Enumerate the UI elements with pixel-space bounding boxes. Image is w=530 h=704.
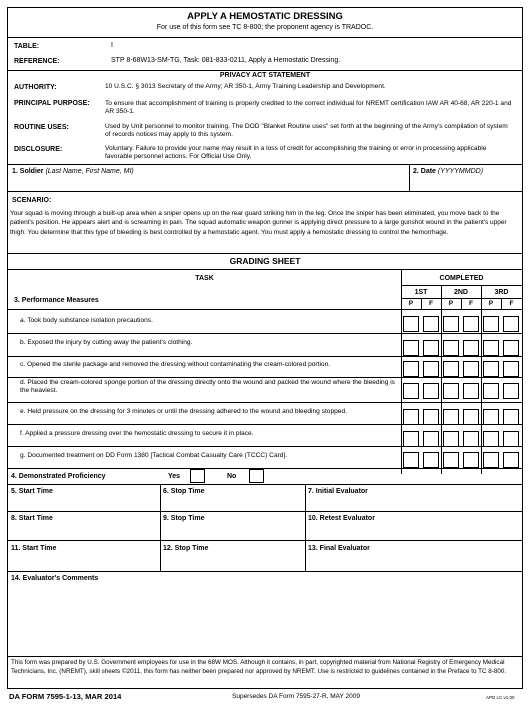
step-e-fail-checkbox[interactable] [503, 409, 519, 425]
step-g-fail-checkbox[interactable] [423, 452, 439, 468]
task-header: TASK [195, 275, 214, 282]
start-time-label: 5. Start Time [11, 488, 53, 495]
divider [8, 484, 522, 485]
step-d-pass-checkbox[interactable] [483, 383, 499, 399]
disclosure-label: DISCLOSURE: [14, 146, 63, 153]
date-label-group [413, 167, 483, 176]
final-stop-time-label: 12. Stop Time [163, 545, 209, 552]
step-g-pass-checkbox[interactable] [403, 452, 419, 468]
routine-label: ROUTINE USES: [14, 124, 69, 131]
purpose-text: To ensure that accomplishment of training is properly credited to the correct individual for NREMT certification IAW AR 40-68, AR 220-1 and AR 350-1. [105, 100, 512, 116]
reference-value: STP 8-68W13-SM-TG, Task: 081-833-0211, Apply a Hemostatic Dressing. [111, 57, 341, 64]
stop-time-label: 6. Stop Time [163, 488, 205, 495]
step-d: d. Placed the cream-colored sponge portion of the dressing directly onto the wound and packed the wound where the bleeding is the heaviest. [20, 379, 395, 395]
step-g-fail-checkbox[interactable] [503, 452, 519, 468]
grading-title: GRADING SHEET [229, 256, 301, 266]
step-d-fail-checkbox[interactable] [503, 383, 519, 399]
divider [8, 656, 522, 657]
final-start-time-label: 11. Start Time [11, 545, 57, 552]
divider [401, 285, 522, 286]
table-value: I [111, 42, 113, 49]
step-g-fail-checkbox[interactable] [463, 452, 479, 468]
attempt-2nd: 2ND [453, 289, 468, 296]
pf-label: P [488, 300, 494, 307]
step-b-pass-checkbox[interactable] [443, 340, 459, 356]
step-c-pass-checkbox[interactable] [403, 361, 419, 377]
divider [8, 333, 522, 334]
version-tag: APD LC v1.00 [486, 695, 515, 700]
yes-label: Yes [168, 473, 181, 480]
pf-label: P [408, 300, 414, 307]
soldier-hint: (Last Name, First Name, MI) [45, 168, 134, 175]
attempt-1st: 1ST [414, 289, 428, 296]
step-e-pass-checkbox[interactable] [443, 409, 459, 425]
divider [8, 540, 522, 541]
table-label: TABLE: [14, 43, 40, 50]
step-c-pass-checkbox[interactable] [483, 361, 499, 377]
routine-text: Used by Unit personnel to monitor training. The DOD "Blanket Routine uses" set forth at the beginning of the Army's compilation of system of records notices may apply to this system. [105, 123, 508, 139]
step-a-fail-checkbox[interactable] [423, 316, 439, 332]
step-d-pass-checkbox[interactable] [443, 383, 459, 399]
step-e-pass-checkbox[interactable] [483, 409, 499, 425]
step-c-fail-checkbox[interactable] [423, 361, 439, 377]
divider [8, 571, 522, 572]
form-title: APPLY A HEMOSTATIC DRESSING [187, 11, 343, 22]
date-field[interactable] [412, 176, 520, 190]
authority-label: AUTHORITY: [14, 84, 57, 91]
step-c-pass-checkbox[interactable] [443, 361, 459, 377]
no-label: No [227, 473, 237, 480]
divider [501, 298, 502, 309]
form-frame [7, 7, 523, 689]
pf-label: F [428, 300, 434, 307]
retest-evaluator-field[interactable] [306, 525, 521, 539]
authority-text: 10 U.S.C. § 3013 Secretary of the Army; AR 350-1, Army Training Leadership and Development. [105, 83, 386, 90]
measures-label: 3. Performance Measures [14, 297, 99, 304]
step-b-fail-checkbox[interactable] [423, 340, 439, 356]
proficiency-label: 4. Demonstrated Proficiency [11, 473, 106, 480]
step-g-pass-checkbox[interactable] [443, 452, 459, 468]
divider [461, 298, 462, 309]
divider [8, 37, 522, 38]
step-d-pass-checkbox[interactable] [403, 383, 419, 399]
divider [8, 511, 522, 512]
step-a-pass-checkbox[interactable] [443, 316, 459, 332]
divider [8, 309, 522, 310]
retest-stop-time-field[interactable] [161, 525, 304, 539]
step-a-fail-checkbox[interactable] [463, 316, 479, 332]
step-b-pass-checkbox[interactable] [403, 340, 419, 356]
soldier-name-field[interactable] [10, 176, 408, 190]
step-b: b. Exposed the injury by cutting away the patient's clothing. [20, 339, 193, 346]
step-b-fail-checkbox[interactable] [463, 340, 479, 356]
scenario-label: SCENARIO: [12, 197, 52, 204]
step-f: f. Applied a pressure dressing over the hemostatic dressing to secure it in place. [20, 430, 254, 437]
step-d-fail-checkbox[interactable] [423, 383, 439, 399]
step-e-pass-checkbox[interactable] [403, 409, 419, 425]
initial-evaluator-field[interactable] [306, 498, 521, 510]
form-id: DA FORM 7595-1-13, MAR 2014 [9, 692, 122, 701]
step-a: a. Took body substance isolation precautions. [20, 317, 153, 324]
step-a-pass-checkbox[interactable] [483, 316, 499, 332]
completed-header: COMPLETED [439, 275, 484, 282]
final-evaluator-field[interactable] [306, 555, 521, 570]
final-stop-time-field[interactable] [161, 555, 304, 570]
step-f-pass-checkbox[interactable] [443, 431, 459, 447]
reference-label: REFERENCE: [14, 58, 60, 65]
step-b-pass-checkbox[interactable] [483, 340, 499, 356]
attempt-3rd: 3RD [494, 289, 509, 296]
comments-field[interactable] [9, 585, 521, 655]
divider [8, 269, 522, 270]
retest-evaluator-label: 10. Retest Evaluator [308, 515, 375, 522]
step-a-fail-checkbox[interactable] [503, 316, 519, 332]
step-e-fail-checkbox[interactable] [423, 409, 439, 425]
date-hint: (YYYYMMDD) [437, 168, 484, 175]
step-f-fail-checkbox[interactable] [503, 431, 519, 447]
pf-label: F [509, 300, 514, 307]
step-f-pass-checkbox[interactable] [403, 431, 419, 447]
form-subtitle: For use of this form see TC 8-800; the proponent agency is TRADOC. [156, 24, 374, 31]
scenario-text: Your squad is moving through a built-up area when a sniper opens up on the rear guard striking him in the leg. Once the sniper has been eliminated, you move back to the patient's position. He appears alert and is screaming in pain. The squad automatic weapon gunner is applying direct pressure to a large gunshot wound in the patient's upper thigh. You determine that this type of bleeding is best controlled by a hemostatic agent. You must apply a hemostatic dressing to control the hemorrhage. [10, 210, 507, 236]
comments-label: 14. Evaluator's Comments [11, 575, 99, 582]
step-g-pass-checkbox[interactable] [483, 452, 499, 468]
retest-stop-time-label: 9. Stop Time [163, 515, 205, 522]
proficiency-no-checkbox[interactable] [249, 469, 264, 483]
divider [8, 468, 522, 469]
disclosure-text: Voluntary. Failure to provide your name may result in a loss of credit for accomplishing the training or error in processing applicable favorable personnel actions. For Official Use Only. [105, 145, 487, 161]
step-a-pass-checkbox[interactable] [403, 316, 419, 332]
date-label: 2. Date [413, 168, 436, 175]
divider [8, 402, 522, 403]
step-d-fail-checkbox[interactable] [463, 383, 479, 399]
step-e: e. Held pressure on the dressing for 3 minutes or until the dressing adhered to the wound and bleeding stopped. [20, 408, 347, 415]
step-e-fail-checkbox[interactable] [463, 409, 479, 425]
retest-start-time-field[interactable] [9, 525, 159, 539]
step-g: g. Documented treatment on DD Form 1380 [Tactical Combat Casualty Care (TCCC) Card]. [20, 452, 288, 459]
divider [421, 298, 422, 309]
stop-time-field[interactable] [161, 498, 304, 510]
footer-note: This form was prepared by U.S. Government employees for use in the 68W MOS. Although it contains, in part, copyrighted material from National Registry of Emergency Medical Technicians, Inc. (NREMT), skill sheets ©2011, this form has neither been prepared nor approved by NREMT. Use is restricted to guidelines contained in the Preface to TC 8-800. [11, 659, 507, 675]
divider [409, 164, 410, 191]
divider [8, 377, 522, 378]
soldier-label: 1. Soldier [12, 168, 44, 175]
step-b-fail-checkbox[interactable] [503, 340, 519, 356]
purpose-label: PRINCIPAL PURPOSE: [14, 100, 90, 107]
pf-label: P [448, 300, 454, 307]
step-f-fail-checkbox[interactable] [463, 431, 479, 447]
divider [8, 164, 522, 165]
initial-evaluator-label: 7. Initial Evaluator [308, 488, 368, 495]
step-c: c. Opened the sterile package and removed the dressing without contaminating the cream-colored portion. [20, 361, 331, 368]
step-f-fail-checkbox[interactable] [423, 431, 439, 447]
proficiency-yes-checkbox[interactable] [190, 469, 205, 483]
soldier-label-group [12, 167, 134, 176]
privacy-title: PRIVACY ACT STATEMENT [219, 72, 311, 79]
divider [8, 191, 522, 192]
supersedes-note: Supersedes DA Form 7595-27-R, MAY 2009 [232, 693, 361, 700]
start-time-field[interactable] [9, 498, 159, 510]
final-evaluator-label: 13. Final Evaluator [308, 545, 370, 552]
divider [8, 356, 522, 357]
final-start-time-field[interactable] [9, 555, 159, 570]
pf-label: F [468, 300, 474, 307]
divider [8, 253, 522, 254]
step-c-fail-checkbox[interactable] [503, 361, 519, 377]
step-c-fail-checkbox[interactable] [463, 361, 479, 377]
retest-start-time-label: 8. Start Time [11, 515, 53, 522]
step-f-pass-checkbox[interactable] [483, 431, 499, 447]
